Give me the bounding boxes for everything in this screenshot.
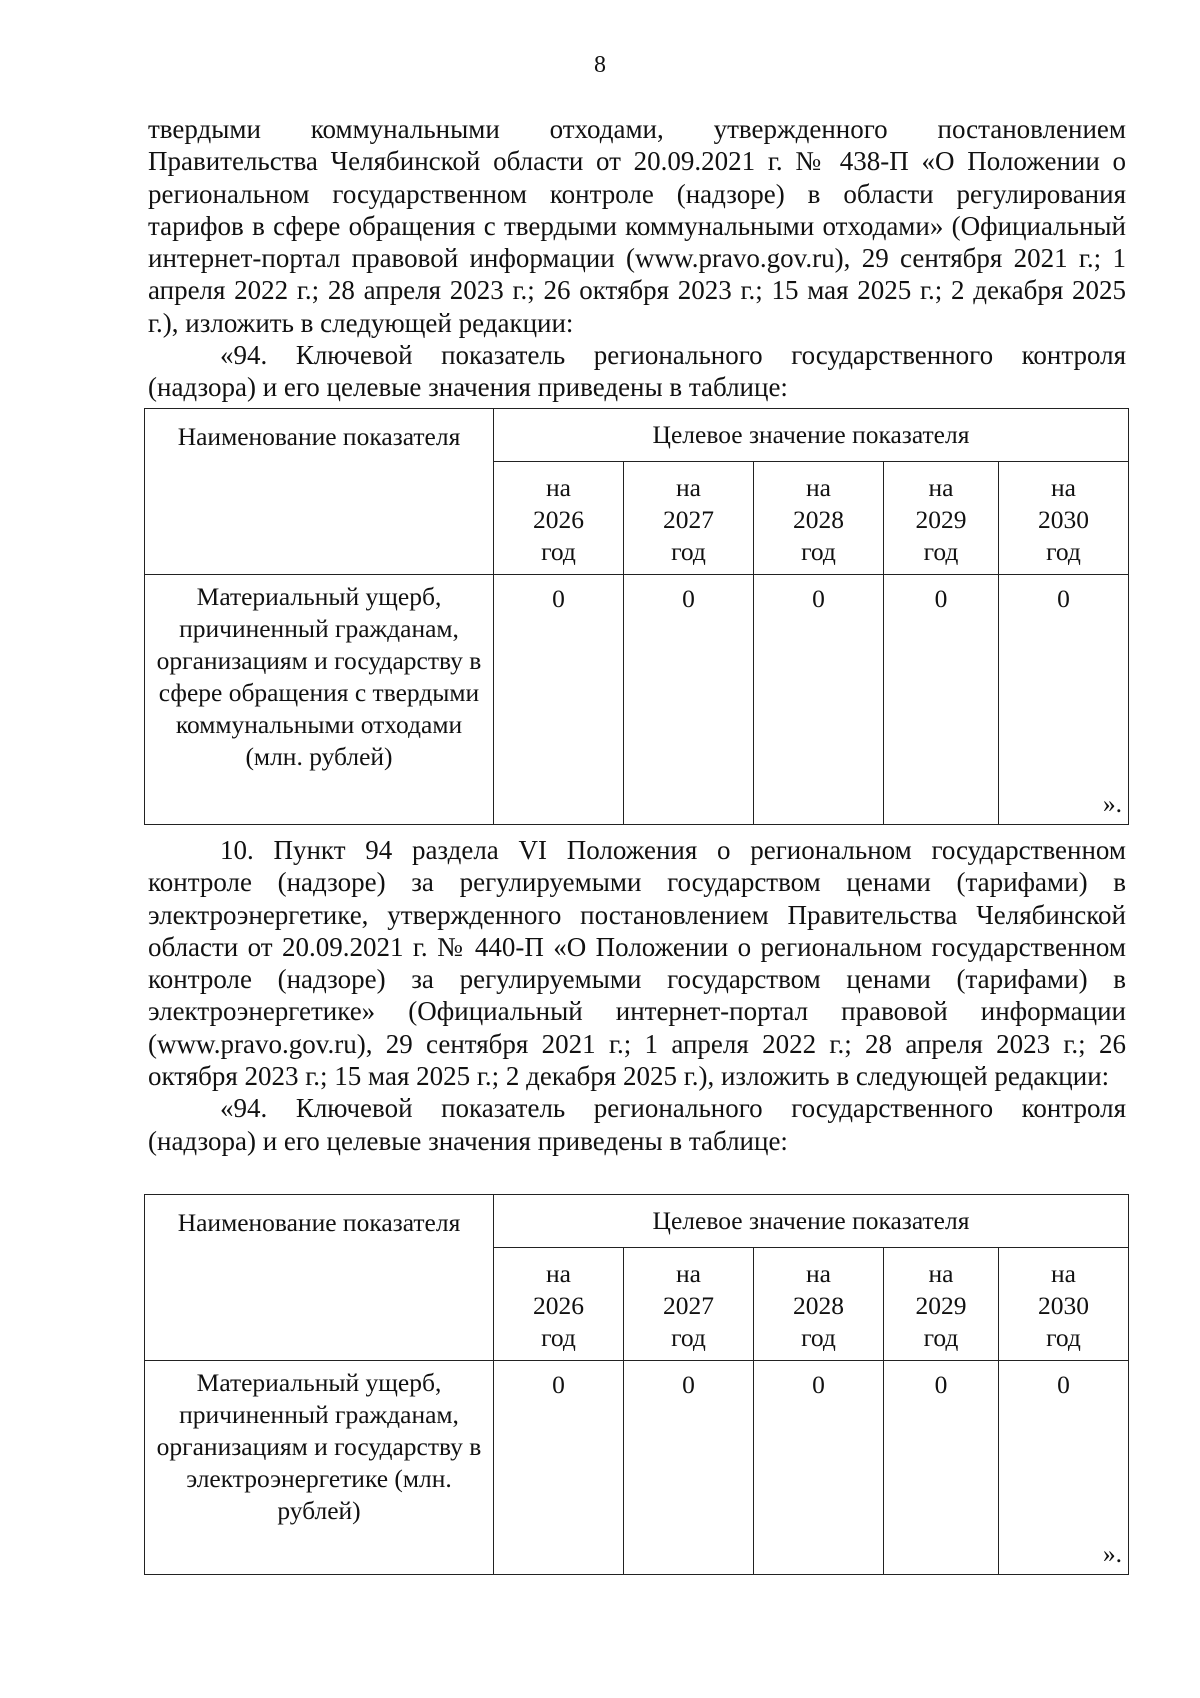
paragraph-2-text: «94. Ключевой показатель регионального государственного контроля (надзора) и его целевые значения приведены в таблице: <box>148 340 1126 403</box>
table1-closing-quote: ». <box>1102 789 1123 818</box>
table1-value-2028: 0 <box>754 575 884 825</box>
table1-value-2030: 0 ». <box>999 575 1129 825</box>
table2-value-2028: 0 <box>754 1361 884 1575</box>
table1-value-2027: 0 <box>624 575 754 825</box>
table1-data-row <box>145 575 1129 825</box>
paragraph-3-text: 10. Пункт 94 раздела VI Положения о региональном государственном контроле (надзоре) за регулируемыми государством ценами (тарифами) в электроэнергетике, утвержденного постановлением Правительства Челябинской области от 20.09.2021 г. № 440-П «О Положении о региональном государственном контроле (надзоре) за регулируемыми государством ценами (тарифами) в электроэнергетике» (Официальный интернет-портал правовой информации (www.pravo.gov.ru), 29 сентября 2021 г.; 1 апреля 2022 г.; 28 апреля 2023 г.; 26 октября 2023 г.; 15 мая 2025 г.; 2 декабря 2025 г.), изложить в следующей редакции: <box>148 835 1126 1092</box>
paragraph-4-text: «94. Ключевой показатель регионального государственного контроля (надзора) и его целевые значения приведены в таблице: <box>148 1093 1126 1156</box>
table2-row-name: Материальный ущерб, причиненный гражданам, организациям и государству в электроэнергетике (млн. рублей) <box>145 1361 494 1575</box>
table2-year-2030: на 2030 год <box>999 1248 1129 1361</box>
table1-row-name: Материальный ущерб, причиненный гражданам, организациям и государству в сфере обращения с твердыми коммунальными отходами (млн. рублей) <box>145 575 494 825</box>
table2-header-target: Целевое значение показателя <box>494 1195 1129 1248</box>
table1-year-2030: на 2030 год <box>999 462 1129 575</box>
page-number: 8 <box>594 52 606 78</box>
table2-year-2027: на 2027 год <box>624 1248 754 1361</box>
table1-year-2027: на 2027 год <box>624 462 754 575</box>
indicator-table-1 <box>144 408 1129 825</box>
table1-header-name: Наименование показателя <box>145 409 494 575</box>
paragraph-1-text: твердыми коммунальными отходами, утвержденного постановлением Правительства Челябинской области от 20.09.2021 г. № 438-П «О Положении о региональном государственном контроле (надзоре) в области регулирования тарифов в сфере обращения с твердыми коммунальными отходами» (Официальный интернет-портал правовой информации (www.pravo.gov.ru), 29 сентября 2021 г.; 1 апреля 2022 г.; 28 апреля 2023 г.; 26 октября 2023 г.; 15 мая 2025 г.; 2 декабря 2025 г.), изложить в следующей редакции: <box>148 114 1126 338</box>
table2-year-2029: на 2029 год <box>884 1248 999 1361</box>
paragraph-1 <box>148 113 1126 404</box>
table2-year-2028: на 2028 год <box>754 1248 884 1361</box>
table2-year-2026: на 2026 год <box>494 1248 624 1361</box>
table2-data-row <box>145 1361 1129 1575</box>
table1-year-2028: на 2028 год <box>754 462 884 575</box>
paragraph-3 <box>148 834 1126 1157</box>
table1-value-2029: 0 <box>884 575 999 825</box>
table1-year-2029: на 2029 год <box>884 462 999 575</box>
table2-value-2030: 0 ». <box>999 1361 1129 1575</box>
table1-value-2026: 0 <box>494 575 624 825</box>
table1-year-2026: на 2026 год <box>494 462 624 575</box>
table1-header-target: Целевое значение показателя <box>494 409 1129 462</box>
table2-value-2029: 0 <box>884 1361 999 1575</box>
table2-value-2026: 0 <box>494 1361 624 1575</box>
table2-value-2027: 0 <box>624 1361 754 1575</box>
table2-closing-quote: ». <box>1102 1539 1123 1568</box>
table2-header-name: Наименование показателя <box>145 1195 494 1361</box>
indicator-table-2 <box>144 1194 1129 1575</box>
